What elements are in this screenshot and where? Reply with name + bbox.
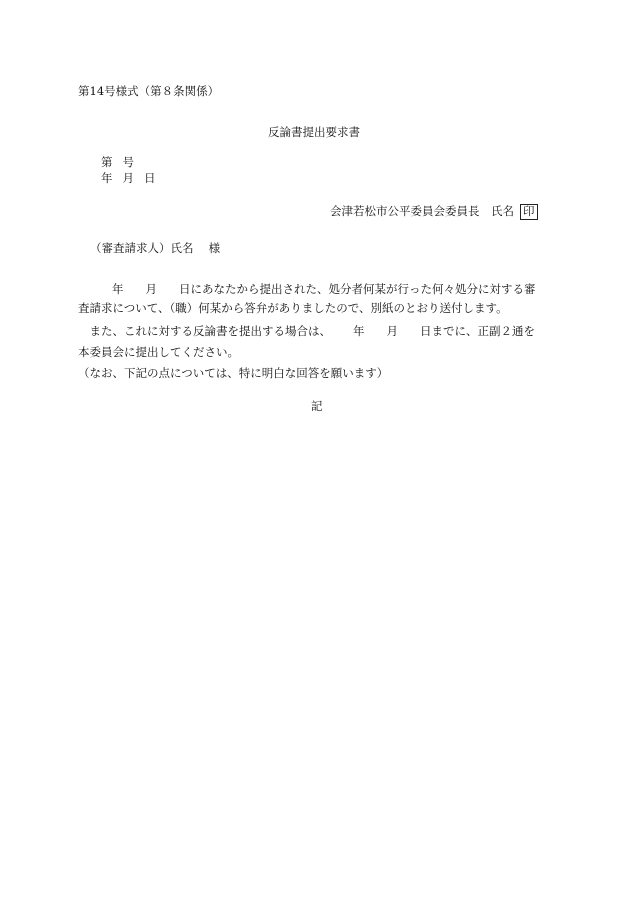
form-number: 第14号様式（第８条関係） <box>78 84 220 98</box>
number-go: 号 <box>122 155 134 169</box>
paragraph2-line2: 本委員会に提出してください。 <box>78 345 239 359</box>
p1-year: 年 <box>112 282 124 296</box>
number-dai: 第 <box>101 155 113 169</box>
addressee: （審査請求人）氏名 様 <box>90 241 221 255</box>
paragraph1-line1 <box>78 284 536 296</box>
document-date-line <box>101 173 156 185</box>
paragraph2-line1 <box>78 326 535 338</box>
paragraph1-line2: 査請求について、（職）何某から答弁がありましたので、別紙のとおり送付します。 <box>78 301 508 315</box>
p2-line1-start: また、これに対する反論書を提出する場合は、 <box>78 324 331 338</box>
p1-line1-rest: 日にあなたから提出された、処分者何某が行った何々処分に対する審 <box>179 282 536 296</box>
p2-year: 年 <box>353 324 365 338</box>
p2-line1-rest: 日までに、正副２通を <box>420 324 535 338</box>
paragraph3: （なお、下記の点については、特に明白な回答を願います） <box>78 366 389 380</box>
date-month: 月 <box>122 171 134 185</box>
p1-month: 月 <box>145 282 157 296</box>
p2-month: 月 <box>386 324 398 338</box>
document-title: 反論書提出要求書 <box>268 125 360 139</box>
sender-name: 会津若松市公平委員会委員長 氏名 <box>330 204 514 218</box>
seal-mark: 印 <box>520 204 538 220</box>
ki-heading: 記 <box>311 399 323 413</box>
sender-block <box>330 204 538 220</box>
document-number-line <box>101 157 134 169</box>
date-day: 日 <box>144 171 156 185</box>
date-year: 年 <box>101 171 113 185</box>
